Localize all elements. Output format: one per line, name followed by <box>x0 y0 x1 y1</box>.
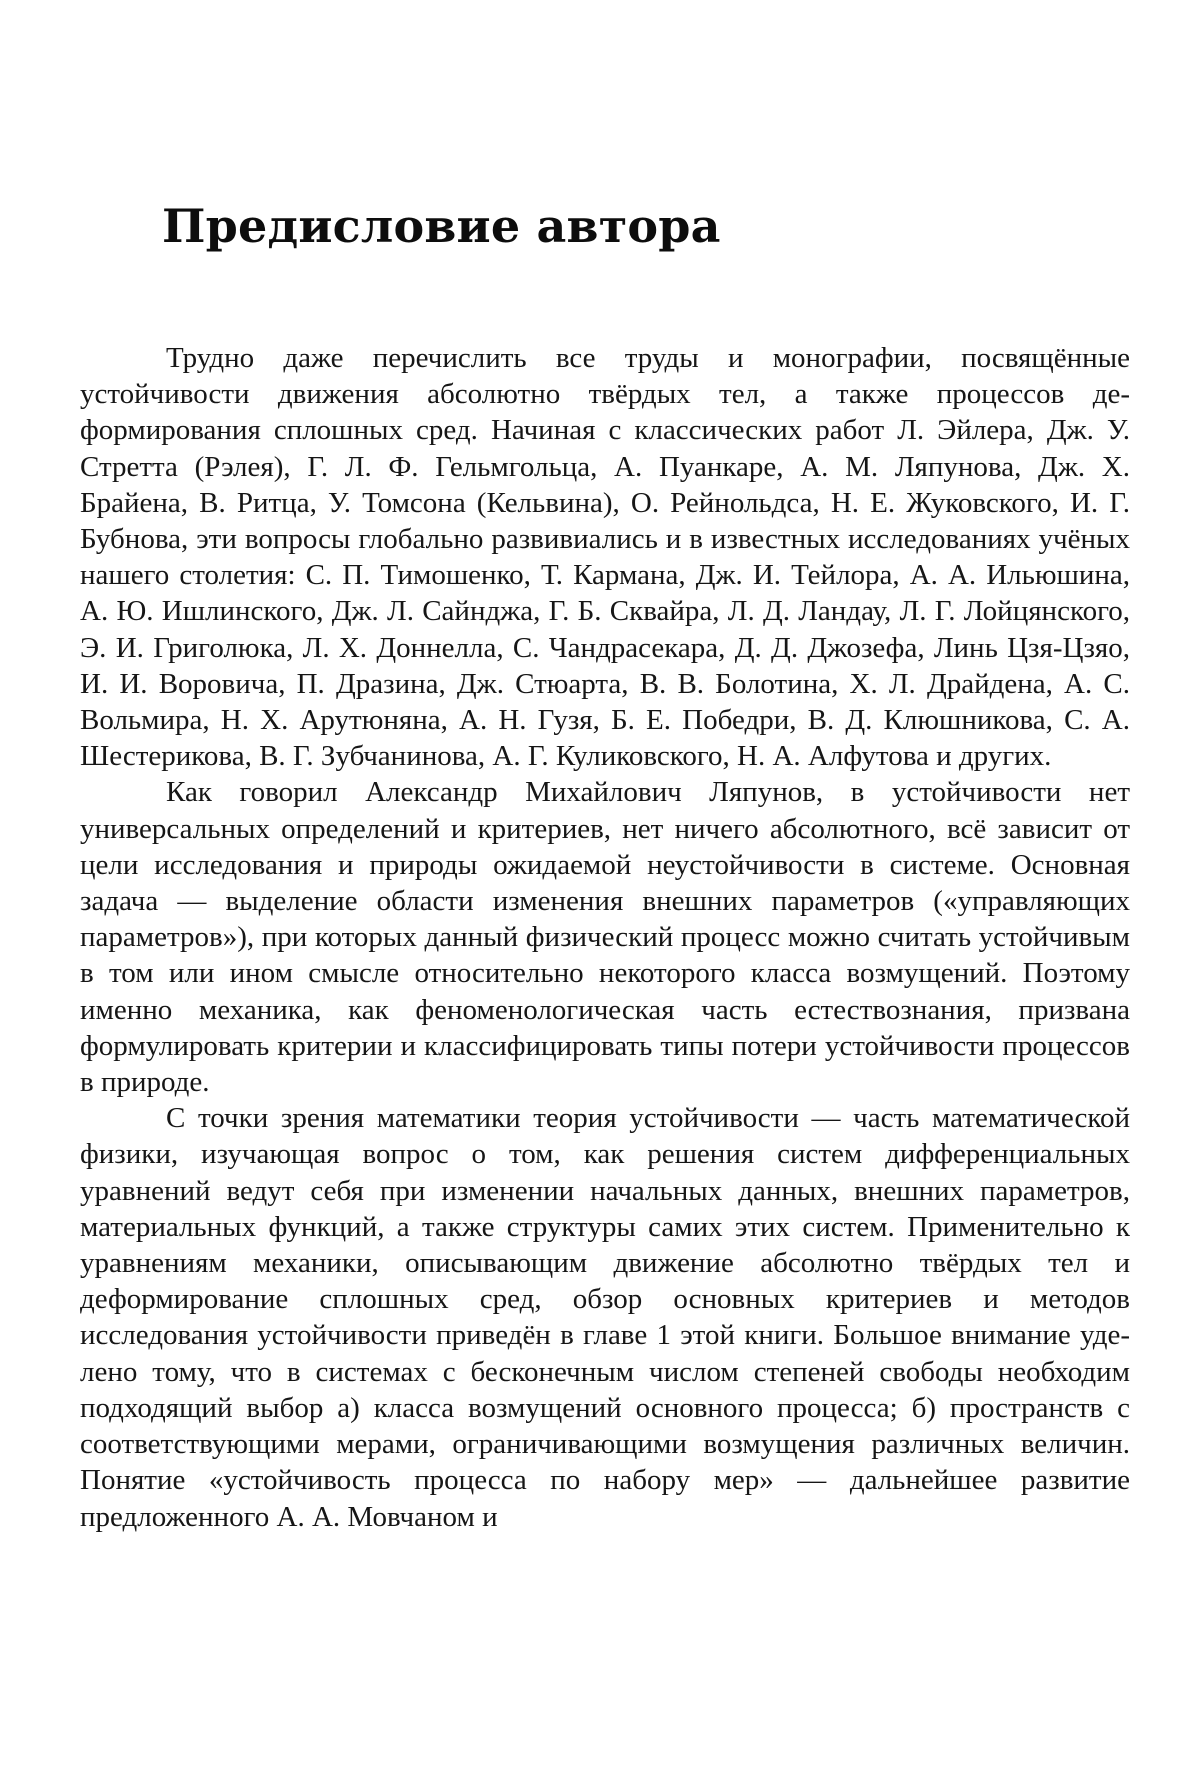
paragraph-2: Как говорил Александр Михайлович Ляпунов, в устойчивости нет универсальных определений и критериев, нет ничего абсолютного, всё зависит от цели исследования и природы ожидаемой неустойчивости в системе. Основная задача — выделение области изменения внешних параметров («управляющих параметров»), при которых данный физический процесс можно считать устойчивым в том или ином смысле относительно некоторого класса возмущений. Поэтому именно механика, как феноменологическая часть естествознания, призвана формулировать критерии и классифицировать типы потери устойчивости процессов в природе. <box>80 776 1130 1099</box>
paragraph-1: Трудно даже перечислить все труды и монографии, посвящённые устойчивости движения абсолютно твёрдых тел, а также процессов деформирования сплошных сред. Начиная с классических работ Л. Эйлера, Дж. У. Стретта (Рэлея), Г. Л. Ф. Гельмгольца, А. Пуанкаре, А. М. Ляпунова, Дж. Х. Брайена, В. Ритца, У. Томсона (Кельвина), О. Рейнольдса, Н. Е. Жуковского, И. Г. Бубнова, эти вопросы глобально развивиались и в известных исследованиях учёных нашего столетия: С. П. Тимошенко, Т. Кармана, Дж. И. Тейлора, А. А. Ильюшина, А. Ю. Ишлинского, Дж. Л. Сайнджа, Г. Б. Сквайра, Л. Д. Ландау, Л. Г. Лойцянского, Э. И. Григолюка, Л. Х. Доннелла, С. Чандрасекара, Д. Д. Джозефа, Линь Цзя-Цзяо, И. И. Воровича, П. Дразина, Дж. Стюарта, В. В. Болотина, Х. Л. Драйдена, А. С. Вольмира, Н. Х. Арутюняна, А. Н. Гузя, Б. Е. Победри, В. Д. Клюшникова, С. А. Шестерикова, В. Г. Зубчанинова, А. Г. Куликовского, Н. А. Алфутова и других. <box>80 342 1130 773</box>
body-text <box>80 340 1130 1535</box>
paragraph-3: С точки зрения математики теория устойчивости — часть математической физики, изучающая вопрос о том, как решения систем дифференциальных уравнений ведут себя при изменении начальных данных, внешних параметров, материальных функций, а также структуры самих этих систем. Применительно к уравнениям механики, описывающим движение абсолютно твёрдых тел и деформирование сплошных сред, обзор основных критериев и методов исследования устойчивости приведён в главе 1 этой книги. Большое внимание уделено тому, что в системах с бесконечным числом степеней свободы необходим подходящий выбор а) класса возмущений основного процесса; б) пространств с соответствующими мерами, ограничивающими возмущения различных величин. Понятие «устойчивость процесса по набору мер» — дальнейшее развитие предложенного А. А. Мовчаном и <box>80 1102 1130 1533</box>
page-title: Предисловие автора <box>162 199 721 253</box>
